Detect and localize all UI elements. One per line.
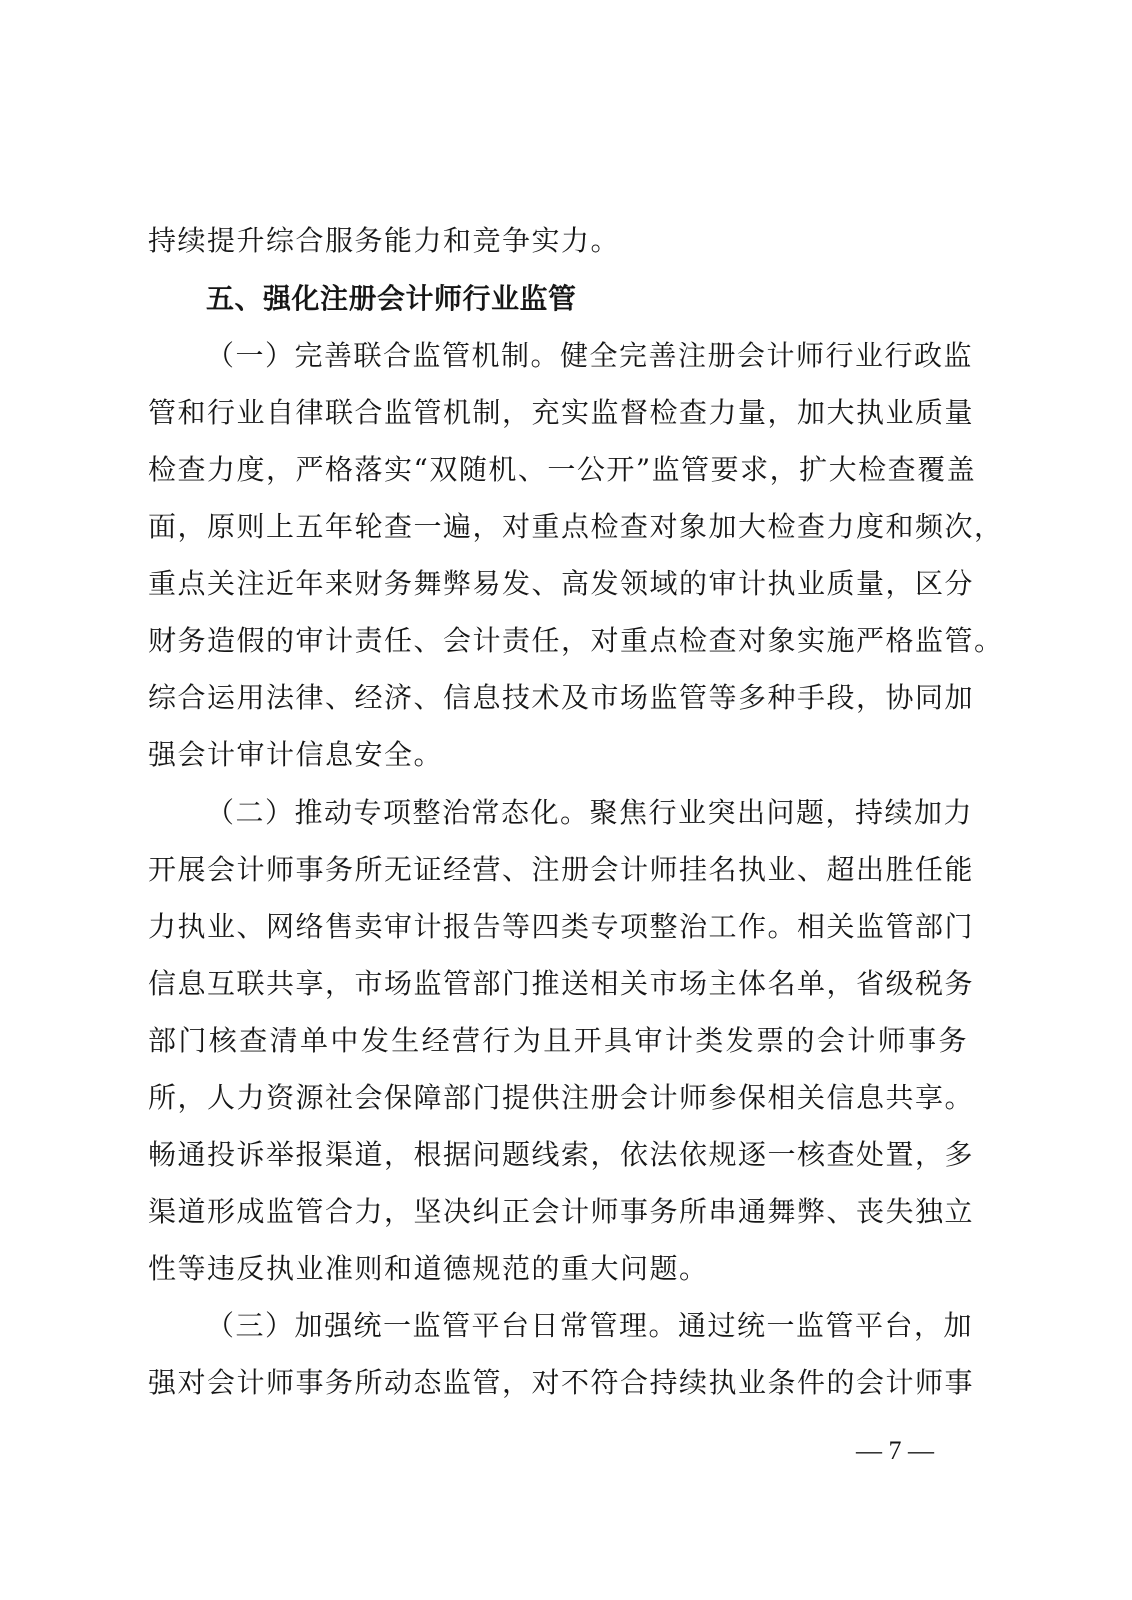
page-number: — 7 — (856, 1436, 934, 1465)
paragraph-2-line-1: （二）推动专项整治常态化。聚焦行业突出问题，持续加力 (206, 796, 974, 829)
paragraph-2-line-7: 畅通投诉举报渠道，根据问题线索，依法依规逐一核查处置，多 (148, 1138, 975, 1171)
paragraph-1-line-2: 管和行业自律联合监管机制，充实监督检查力量，加大执业质量 (148, 396, 975, 429)
paragraph-3-line-2: 强对会计师事务所动态监管，对不符合持续执业条件的会计师事 (148, 1366, 975, 1399)
paragraph-2-line-6: 所，人力资源社会保障部门提供注册会计师参保相关信息共享。 (148, 1081, 975, 1114)
paragraph-tail-line: 持续提升综合服务能力和竞争实力。 (148, 224, 621, 257)
paragraph-1-line-5: 重点关注近年来财务舞弊易发、高发领域的审计执业质量，区分 (148, 567, 975, 600)
paragraph-2-line-8: 渠道形成监管合力，坚决纠正会计师事务所串通舞弊、丧失独立 (148, 1195, 975, 1228)
paragraph-2-line-9: 性等违反执业准则和道德规范的重大问题。 (148, 1252, 709, 1285)
paragraph-3-line-1: （三）加强统一监管平台日常管理。通过统一监管平台，加 (206, 1309, 974, 1342)
paragraph-1-line-4: 面，原则上五年轮查一遍，对重点检查对象加大检查力度和频次， (148, 510, 1004, 543)
paragraph-2-line-2: 开展会计师事务所无证经营、注册会计师挂名执业、超出胜任能 (148, 853, 975, 886)
paragraph-1-line-7: 综合运用法律、经济、信息技术及市场监管等多种手段，协同加 (148, 681, 975, 714)
paragraph-1-line-1: （一）完善联合监管机制。健全完善注册会计师行业行政监 (206, 339, 974, 372)
paragraph-1-line-6: 财务造假的审计责任、会计责任，对重点检查对象实施严格监管。 (148, 624, 1004, 657)
paragraph-1-line-8: 强会计审计信息安全。 (148, 738, 444, 771)
paragraph-2-line-3: 力执业、网络售卖审计报告等四类专项整治工作。相关监管部门 (148, 910, 975, 943)
paragraph-2-line-4: 信息互联共享，市场监管部门推送相关市场主体名单，省级税务 (148, 967, 975, 1000)
section-heading: 五、强化注册会计师行业监管 (206, 282, 577, 315)
paragraph-1-line-3: 检查力度，严格落实“双随机、一公开”监管要求，扩大检查覆盖 (148, 453, 977, 486)
paragraph-2-line-5: 部门核查清单中发生经营行为且开具审计类发票的会计师事务 (148, 1024, 968, 1057)
